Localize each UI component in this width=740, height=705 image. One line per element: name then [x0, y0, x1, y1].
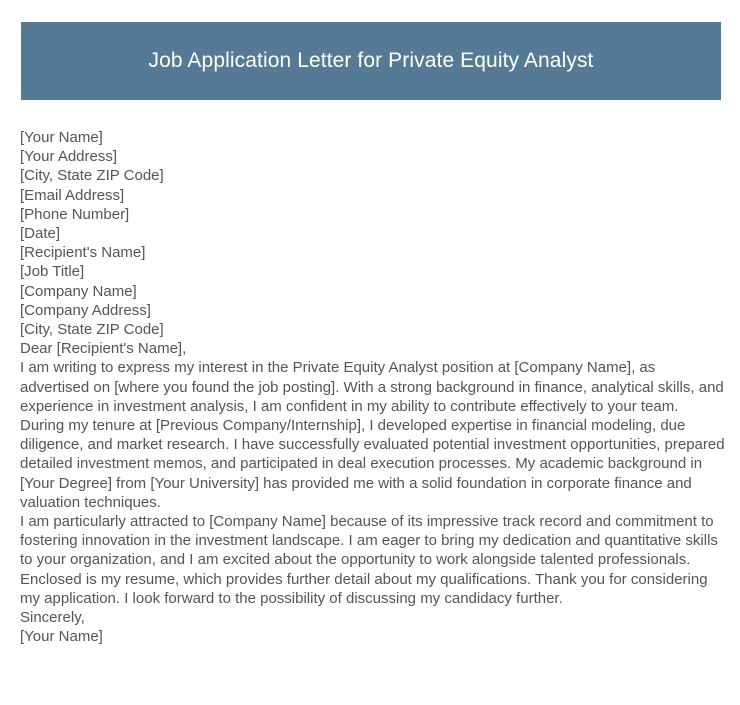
letter-date-line: [Date]: [20, 225, 61, 243]
document-header-banner: [21, 22, 721, 100]
letter-paragraph-4: Enclosed is my resume, which provides further detail about my qualifications. Thank you for considering my application. I look forward to the possibility of discussing my candidacy further.: [20, 570, 712, 607]
salutation-line: Dear [Recipient's Name],: [20, 340, 187, 358]
page-title: Job Application Letter for Private Equity Analyst: [148, 49, 594, 73]
recipient-city-state-zip-line: [City, State ZIP Code]: [20, 321, 164, 339]
sender-name-line: [Your Name]: [20, 129, 103, 146]
sender-address-block: [20, 128, 726, 243]
letter-paragraph-1: I am writing to express my interest in the Private Equity Analyst position at [Company Name], as advertised on [where you found the job posting]. With a strong background in finance, analytical skills, and experience in investment analysis, I am confident in my ability to contribute effectively to your team.: [20, 359, 728, 415]
sender-phone-line: [Phone Number]: [20, 205, 130, 223]
sender-city-state-zip-line: [City, State ZIP Code]: [20, 167, 164, 185]
signature-line: [Your Name]: [20, 628, 103, 646]
recipient-name-line: [Recipient's Name]: [20, 244, 146, 262]
recipient-job-title-line: [Job Title]: [20, 263, 85, 281]
recipient-company-address-line: [Company Address]: [20, 301, 151, 319]
letter-paragraph-2: During my tenure at [Previous Company/Internship], I developed expertise in financial modeling, due diligence, and market research. I have successfully evaluated potential investment opportunities, prepared detailed investment memos, and participated in deal execution processes. My academic background in [Your Degree] from [Your University] has provided me with a solid foundation in corporate finance and valuation techniques.: [20, 417, 729, 511]
recipient-company-name-line: [Company Name]: [20, 282, 137, 300]
recipient-address-block: [20, 243, 726, 339]
sender-email-line: [Email Address]: [20, 186, 125, 204]
letter-paragraph-3: I am particularly attracted to [Company Name] because of its impressive track record and commitment to fostering innovation in the investment landscape. I am eager to bring my dedication and quantitative skills to your organization, and I am excited about the opportunity to work alongside talented professionals.: [20, 513, 723, 569]
sender-address-line: [Your Address]: [20, 148, 118, 166]
letter-body: [20, 128, 729, 646]
closing-line: Sincerely,: [20, 609, 85, 627]
